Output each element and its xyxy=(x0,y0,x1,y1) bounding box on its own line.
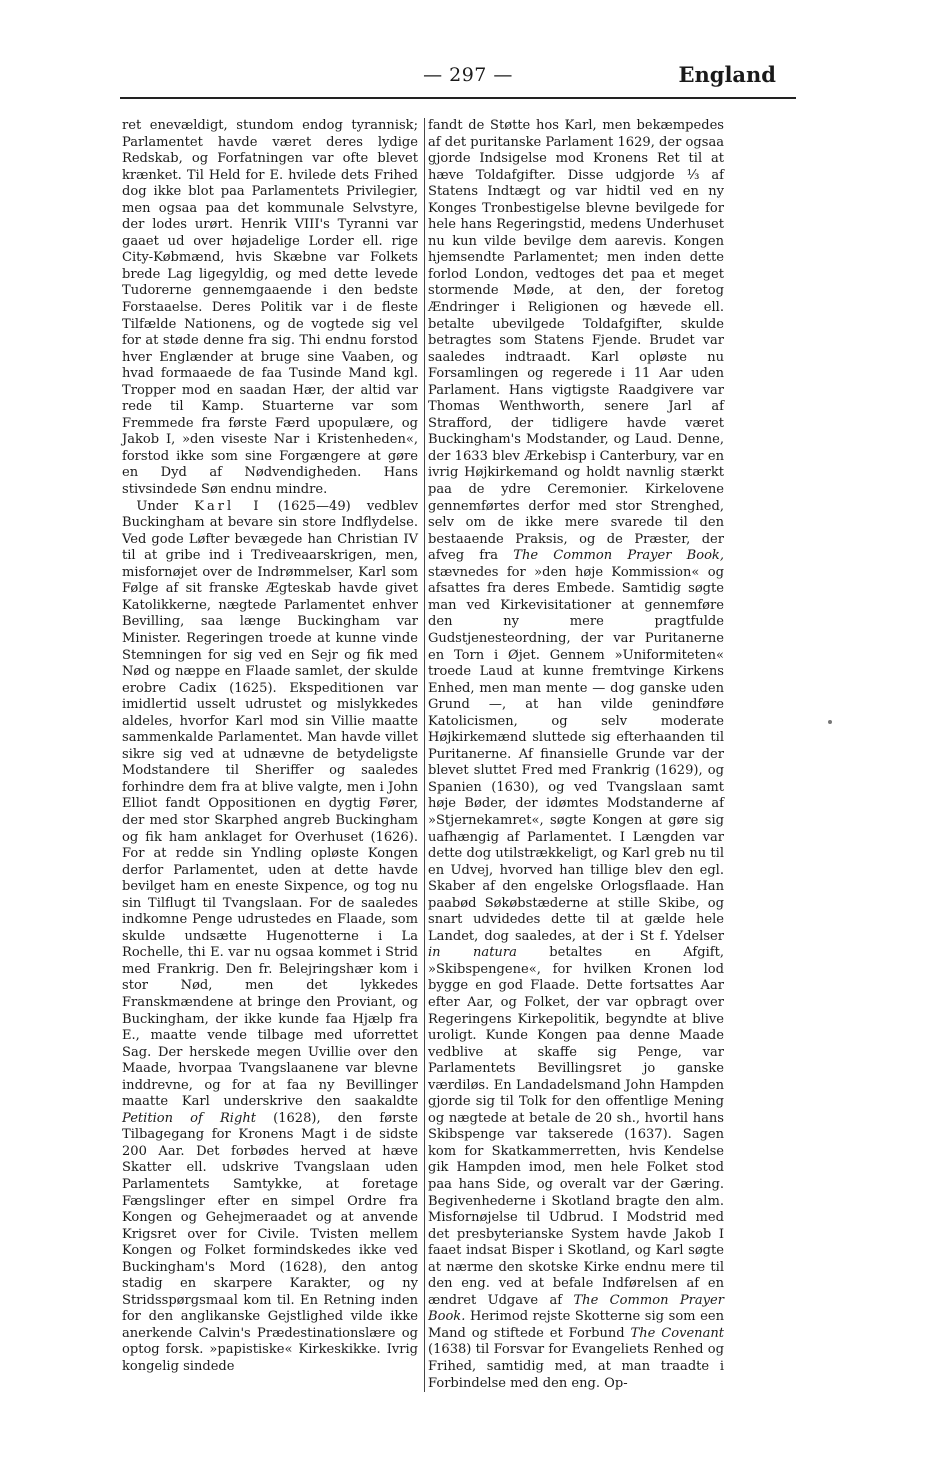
column-divider xyxy=(424,118,425,1392)
text-run: stævnedes for »den høje Kommission« og afsattes fra deres Embede. Samtidig søgte man ved Kirkevisitationer at gennemføre den ny mere pragtfulde Gudstjenesteordning, der var Puritanerne en Torn i Øjet. Gennem »Uniformiteten« troede Laud at kunne fremtvinge Kirkens Enhed, men man mente — dog ganske uden Grund —, at han vilde genindføre Katolicismen, og selv moderate Højkirkemænd sluttede sig efterhaanden til Puritanerne. Af finansielle Grunde var der blevet sluttet Fred med Frankrig (1629), og Spanien (1630), og ved Tvangslaan samt høje Bøder, der idømtes Modstanderne af »Stjernekamret«, søgte Kongen at gøre sig uafhængig af Parlamentet. I Længden var dette dog utilstrækkeligt, og Karl greb nu til en Udvej, hvorved han tillige blev den egl. Skaber af den engelske Orlogsflaade. Han paabød Søkøbstæderne at stille Skibe, og snart udvidedes dette til at gælde hele Landet, dog saaledes, at der i St f. Ydelser xyxy=(428,564,724,944)
running-head: England xyxy=(678,62,776,87)
text-run: Under xyxy=(136,498,195,514)
text-run: (1628), den første Tilbagegang for Kronens Magt i de sidste 200 Aar. Det forbødes herved at hæve Skatter ell. udskrive Tvangslaan uden Parlamentets Samtykke, at foretage Fængslinger efter en simpel Ordre fra Kongen og Gehejmeraadet og at anvende Krigsret over for Civile. Tvisten mellem Kongen og Folket formindskedes ikke ved Buckingham's Mord (1628), den antog stadig en skarpere Karakter, og ny Stridsspørgsmaal kom til. En Retning inden for den anglikanske Gejstlighed vilde ikke anerkende Calvin's Prædestinationslære og optog forsk. »papistiske« Kirkeskikke. Ivrig kongelig sindede xyxy=(122,1110,418,1375)
text-run: (1625—49) vedblev Buckingham at bevare sin store Indflydelse. Ved gode Løfter bevægede han Christian IV til at gribe ind i Trediveaarskrigen, men, misfornøjet over de Indrømmelser, Karl som Følge af sit franske Ægteskab havde givet Katolikkerne, nægtede Parlamentet enhver Bevilling, saa længe Buckingham var Minister. Regeringen troede at kunne vinde Stemningen for sig ved en Sejr og fik med Nød og næppe en Flaade samlet, der skulde erobre Cadix (1625). Ekspeditionen var imidlertid usselt udrustet og mislykkedes aldeles, hvorfor Karl mod sin Villie maatte sammenkalde Parlamentet. Man havde villet sikre sig ved at udnævne de betydeligste Modstandere til Sheriffer og saaledes forhindre dem fra at blive valgte, men i John Elliot fandt Oppositionen en dygtig Fører, der med stor Skarphed angreb Buckingham og fik ham anklaget for Overhuset (1626). For at redde sin Yndling opløste Kongen derfor Parlamentet, uden at dette havde bevilget ham en eneste Sixpence, og tog nu sin Tilflugt til Tvangslaan. For de saaledes indkomne Penge udrustedes en Flaade, som skulde undsætte Hugenotterne i La Rochelle, thi E. var nu ogsaa kommet i Strid med Frankrig. Den fr. Belejringshær kom i stor Nød, men det lykkedes Franskmændene at bringe den Proviant, og Buckingham, der ikke kunde faa Hjælp fra E., maatte vende tilbage med uforrettet Sag. Der herskede megen Uvillie over den Maade, hvorpaa Tvangslaanene var blevne inddrevne, og for at faa ny Bevillinger maatte Karl underskrive den saakaldte xyxy=(122,498,418,1110)
text-run: betaltes en Afgift, »Skibspengene«, for hvilken Kronen lod bygge en god Flaade. Dette fortsattes Aar efter Aar, og Folket, der var opbragt over Regeringens Kirkepolitik, begyndte at blive uroligt. Kunde Kongen paa denne Maade vedblive at skaffe sig Penge, var Parlamentets Bevillingsret jo ganske værdiløs. En Landadelsmand John Hampden gjorde sig til Tolk for den offentlige Mening og nægtede at betale de 20 sh., hvortil hans Skibspenge var takserede (1637). Sagen kom for Skatkammerretten, hvis Kendelse gik Hampden imod, men hele Folket stod paa hans Side, og overalt var der Gæring. Begivenhederne i Skotland bragte den alm. Misfornøjelse til Udbrud. I Modstrid med det presbyterianske System havde Jakob I faaet indsat Bisper i Skotland, og Karl søgte at nærme den skotske Kirke endnu mere til den eng. ved at befale Indførelsen af en ændret Udgave af xyxy=(428,945,724,1308)
monarch-name: Karl I xyxy=(194,498,262,514)
emphasis: in natura xyxy=(428,945,517,961)
paragraph: ret enevældigt, stundom endog tyrannisk; Parlamentet havde været deres lydige Redskab, og Forfatningen var ofte blevet krænket. Til Held for E. hvilede dets Frihed dog ikke blot paa Parlamentets Privilegier, men ogsaa paa det kommunale Selvstyre, der lodes urørt. Henrik VIII's Tyranni var gaaet ud over højadelige Lorder ell. rige City-Købmænd, hvis Skæbne var Folkets brede Lag ligegyldig, og med dette levede Tudorerne gennemgaaende i den bedste Forstaaelse. Deres Politik var i de fleste Tilfælde Nationens, og de vogtede sig vel for at støde denne fra sig. Thi endnu forstod hver Englænder at bruge sine Vaaben, og hvad formaaede de faa Tusinde Mand kgl. Tropper mod en saadan Hær, der altid var rede til Kamp. Stuarterne var som Fremmede fra første Færd upopulære, og Jakob I, »den viseste Nar i Kristenheden«, forstod ikke som sine Forgængere at gøre en Dyd af Nødvendigheden. Hans stivsindede Søn endnu mindre. xyxy=(122,118,418,498)
text-run: fandt de Støtte hos Karl, men bekæmpedes af det puritanske Parlament 1629, der ogsaa gjorde Indsigelse mod Kronens Ret til at hæve Toldafgifter. Disse udgjorde ⅓ af Statens Indtægt og var hidtil ved en ny Konges Tronbestigelse blevne bevilgede for hele hans Regeringstid, medens Underhuset nu kun vilde bevilge dem aarevis. Kongen hjemsendte Parlamentet; men inden dette forlod London, vedtoges det paa et meget stormende Møde, at den, der foretog Ændringer i Religionen og hævede ell. betalte ubevilgede Toldafgifter, skulde betragtes som Statens Fjende. Brudet var saaledes indtraadt. Karl opløste nu Forsamlingen og regerede i 11 Aar uden Parlament. Hans vigtigste Raadgivere var Thomas Wenthworth, senere Jarl af Strafford, der tidligere havde været Buckingham's Modstander, og Laud. Denne, der 1633 blev Ærkebisp i Canterbury, var en ivrig Højkirkemand og holdt navnlig stærkt paa de ydre Ceremonier. Kirkelovene gennemførtes derfor med stor Strenghed, selv om de ikke mere svarede til den bestaaende Praksis, og de Præster, der afveg fra xyxy=(428,118,724,564)
header-rule xyxy=(120,97,796,99)
paragraph xyxy=(428,118,724,1392)
emphasis: Petition of Right xyxy=(122,1110,256,1126)
emphasis: The Common Prayer Book. xyxy=(428,1292,724,1325)
left-column xyxy=(122,118,418,1376)
text-run: (1638) til Forsvar for Evangeliets Renhed og Frihed, samtidig med, at man traadte i Forbindelse med den eng. Op- xyxy=(428,1342,724,1391)
text-run: Herimod rejste Skotterne sig som een Mand og stiftede et Forbund xyxy=(428,1309,724,1341)
scan-dot xyxy=(828,720,832,724)
page-number: — 297 — xyxy=(423,64,513,86)
emphasis: The Common Prayer Book, xyxy=(513,548,724,564)
right-column xyxy=(428,118,724,1392)
paragraph xyxy=(122,499,418,1376)
emphasis: The Covenant xyxy=(630,1325,725,1341)
